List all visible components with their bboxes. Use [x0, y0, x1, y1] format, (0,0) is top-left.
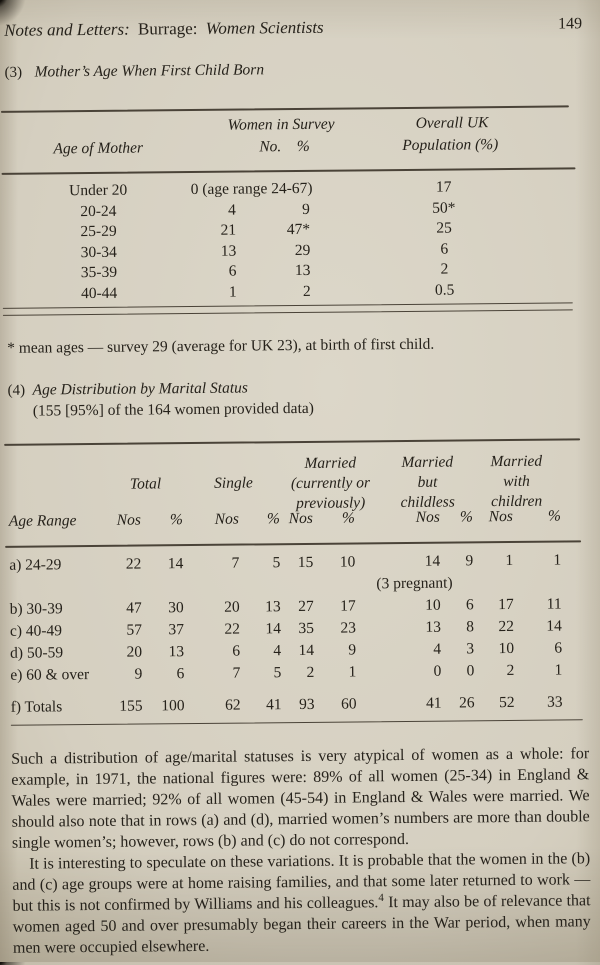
group-header-label: Single — [214, 474, 253, 492]
paragraph-2-text: It may also be of relevance that women aged 50 and over presumably began their careers in the War period, when many men were occupied elsewhere. — [12, 892, 591, 957]
cell-value: 13 — [425, 618, 441, 636]
marital-status-table — [8, 507, 563, 716]
cell-value: 22 — [498, 617, 514, 636]
column-header-nos: Nos — [288, 509, 313, 528]
table1-rule-top — [1, 105, 569, 112]
cell-value: 6 — [232, 642, 241, 660]
cell-value: 9 — [348, 641, 357, 659]
row-label: 35-39 — [80, 263, 118, 282]
cell-value: 2 — [306, 663, 315, 681]
column-header-pct: % — [266, 510, 280, 528]
cell-value: 7 — [231, 554, 240, 572]
cell-value: 1 — [228, 283, 237, 301]
group-header-married-childless — [400, 453, 455, 514]
cell-value: 20 — [224, 598, 240, 616]
column-header-uk-population: Population (%) — [402, 136, 499, 155]
cell-value: 2 — [506, 661, 515, 680]
running-head — [4, 15, 582, 41]
cell-value: 6 — [228, 262, 237, 280]
cell-value: 0 — [433, 662, 442, 680]
cell-value: 5 — [273, 664, 282, 682]
mothers-age-table — [6, 177, 579, 305]
cell-value: 41 — [266, 696, 282, 714]
cell-value: 10 — [498, 639, 515, 658]
group-header-label: children — [491, 492, 543, 511]
row-label: b) 30-39 — [9, 600, 63, 618]
table1-footnote: * mean ages — survey 29 (average for UK 23), at birth of first child. — [7, 335, 435, 357]
cell-value: 2 — [302, 282, 311, 300]
paragraph-2-text: It is interesting to speculate on these variations. It is probable that the women in the (b) and (c) age groups were at home raising families, and that some later returned to work — but this is not confirmed by Williams and his colleagues. — [12, 850, 591, 915]
column-header-overall-uk: Overall UK — [415, 114, 489, 132]
cell-value: 4 — [433, 640, 442, 658]
group-header-label: childless — [400, 493, 455, 512]
cell-value: 10 — [425, 596, 441, 614]
paragraph-1: Such a distribution of age/marital statuses is very atypical of women as a whole: for example, in 1971, the national figures were: 89% of all women (25-34) in England & Wales were married; 92% of all women (45-54) in England & Wales were married. We should also note that in rows (a) and (d), married women’s numbers are more than double single women’s; however, rows (b) and (c) do not correspond. — [11, 745, 590, 852]
group-header-label: (currently or — [290, 474, 371, 493]
cell-value: 27 — [298, 597, 314, 616]
cell-value: 14 — [424, 552, 441, 570]
cell-value: 17 — [340, 597, 356, 615]
cell-value: 14 — [298, 641, 315, 660]
cell-value: 33 — [547, 693, 563, 711]
cell-value: 7 — [232, 664, 241, 682]
running-head-title — [4, 18, 328, 41]
cell-value: 100 — [161, 697, 185, 715]
table2-rule-bottom — [11, 719, 583, 726]
cell-value: 6 — [465, 596, 474, 614]
cell-value: 5 — [272, 554, 281, 572]
cell-value: 22 — [125, 555, 142, 573]
table1-rule-bottom-2 — [3, 309, 573, 316]
cell-value: 9 — [134, 665, 143, 683]
column-header-pct: % — [547, 507, 561, 525]
cell-value: 9 — [465, 552, 474, 570]
cell-value: 6 — [440, 240, 449, 258]
cell-value: 47 — [126, 599, 142, 617]
cell-value: 57 — [126, 621, 142, 639]
group-header-married-children — [490, 452, 542, 512]
group-header-label: previously) — [296, 494, 366, 513]
cell-value: 13 — [294, 261, 311, 280]
row-label: 20-24 — [80, 202, 117, 220]
cell-value: 50* — [432, 198, 456, 217]
section-4-label: (4) — [7, 382, 26, 399]
cell-value: 37 — [168, 621, 184, 639]
cell-value: 0.5 — [434, 281, 455, 299]
column-header-pct: % — [341, 509, 355, 527]
column-header-no: No. — [259, 138, 282, 156]
cell-value: 3 — [466, 640, 475, 658]
table1-rule-mid — [2, 167, 576, 174]
table2-rule-top — [4, 438, 580, 445]
cell-value: 41 — [426, 694, 442, 712]
group-header-single — [214, 473, 253, 493]
cell-value: 17 — [498, 595, 514, 614]
cell-value: 14 — [265, 620, 281, 638]
cell-value: 13 — [168, 643, 185, 661]
cell-value: 29 — [294, 241, 311, 259]
cell-value: 8 — [466, 618, 474, 636]
column-header-nos: Nos — [214, 510, 239, 528]
group-header-label: but — [417, 473, 438, 491]
group-header-label: Total — [129, 475, 162, 493]
cell-value: 35 — [298, 619, 314, 638]
column-header-nos: Nos — [116, 511, 141, 529]
column-header-women-in-survey: Women in Survey — [227, 115, 335, 134]
cell-value: 1 — [554, 661, 563, 679]
row-label: 40-44 — [81, 284, 118, 302]
column-header-pct: % — [459, 508, 473, 526]
section-4-subtitle: (155 [95%] of the 164 women provided data) — [32, 399, 314, 420]
cell-value: 6 — [554, 639, 563, 657]
article-title: Women Scientists — [205, 17, 324, 38]
cell-value: 14 — [546, 617, 562, 635]
group-header-married — [291, 453, 371, 514]
cell-value: 10 — [339, 553, 356, 571]
group-header-label: Married — [401, 453, 454, 472]
column-header-nos: Nos — [488, 507, 513, 526]
cell-value: 21 — [220, 221, 237, 239]
cell-value: 52 — [499, 693, 515, 712]
cell-value: 30 — [168, 599, 184, 617]
cell-value: 17 — [435, 178, 452, 196]
cell-value: 62 — [225, 696, 241, 714]
footnote-reference: 4 — [378, 891, 384, 904]
cell-value: 2 — [440, 260, 449, 278]
row-label-totals: f) Totals — [10, 698, 63, 716]
cell-value: 20 — [126, 643, 143, 661]
series-title: Notes and Letters: — [4, 19, 130, 40]
cell-value: 15 — [297, 553, 314, 572]
author-name: Burrage: — [137, 18, 198, 39]
group-header-label: with — [503, 472, 530, 491]
column-header-pct: % — [296, 137, 310, 156]
section-4-title: Age Distribution by Marital Status — [32, 379, 248, 399]
cell-value: 26 — [459, 694, 475, 712]
cell-value: 23 — [340, 619, 356, 637]
cell-value: 4 — [228, 201, 236, 219]
page-number: 149 — [558, 15, 583, 33]
cell-value: 9 — [302, 200, 310, 218]
row-label: 30-34 — [80, 243, 117, 261]
cell-value: 0 — [466, 662, 475, 680]
column-header-age-of-mother: Age of Mother — [53, 139, 144, 158]
cell-value: 60 — [341, 695, 357, 713]
pregnant-note: (3 pregnant) — [376, 574, 453, 593]
group-header-label: Married — [304, 454, 357, 472]
cell-value: 4 — [273, 642, 282, 660]
column-header-age-range: Age Range — [8, 512, 77, 530]
row-label: 25-29 — [80, 222, 117, 241]
row-label: e) 60 & over — [10, 666, 90, 684]
cell-value: 47* — [286, 220, 311, 239]
column-header-pct: % — [169, 511, 183, 529]
section-3-title: Mother’s Age When First Child Born — [34, 61, 265, 81]
cell-value: 25 — [436, 219, 452, 237]
cell-value: 1 — [505, 551, 514, 570]
row-label: a) 24-29 — [9, 556, 62, 574]
cell-value: 13 — [265, 598, 281, 616]
cell-value: 1 — [348, 663, 357, 681]
cell-value: 6 — [176, 665, 185, 683]
section-3-label: (3) — [4, 64, 23, 81]
row-label: c) 40-49 — [9, 622, 63, 640]
cell-value: 1 — [553, 551, 562, 569]
body-text — [11, 743, 591, 959]
cell-value: 13 — [220, 242, 237, 260]
row-label: Under 20 — [69, 181, 128, 200]
paragraph-2 — [12, 848, 591, 959]
group-header-total — [130, 474, 162, 494]
cell-value: 93 — [299, 695, 315, 714]
cell-value: 14 — [167, 555, 184, 573]
cell-value: 22 — [224, 620, 240, 638]
cell-value: 11 — [546, 595, 562, 613]
column-header-nos: Nos — [415, 508, 440, 526]
group-header-label: Married — [490, 452, 543, 471]
row-label: d) 50-59 — [10, 644, 64, 662]
cell-value: 0 (age range 24-67) — [190, 179, 313, 199]
cell-value: 155 — [119, 697, 143, 715]
